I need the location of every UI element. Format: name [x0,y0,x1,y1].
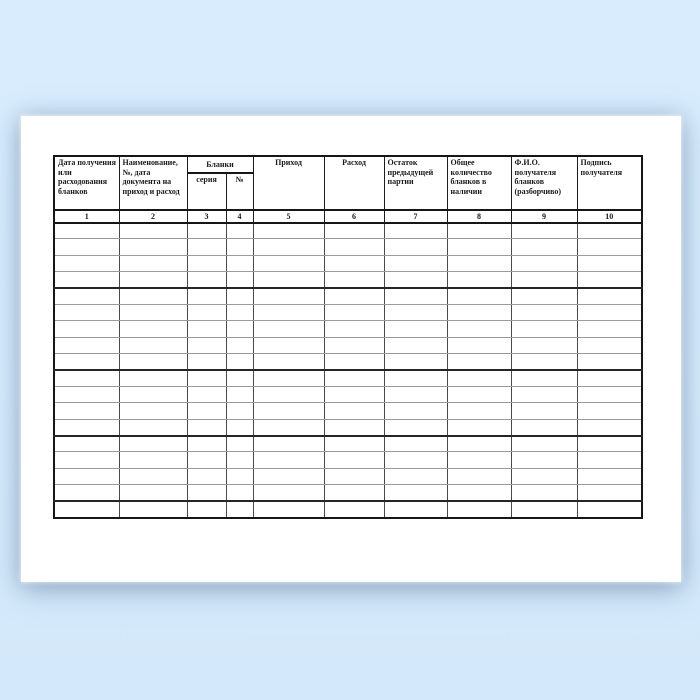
empty-cell [226,321,253,337]
empty-cell [253,485,324,501]
empty-cell [187,501,226,517]
empty-cell [447,501,511,517]
empty-cell [511,468,577,484]
empty-cell [324,321,384,337]
empty-cell [577,223,642,239]
empty-cell [511,304,577,320]
empty-cell [253,337,324,353]
empty-cell [577,255,642,271]
empty-cell [384,403,447,419]
empty-cell [447,370,511,386]
empty-cell [253,239,324,255]
empty-cell [119,386,187,402]
empty-cell [577,304,642,320]
empty-cell [511,370,577,386]
empty-row [54,501,642,517]
empty-row [54,272,642,288]
column-number: 4 [226,210,253,223]
empty-cell [187,288,226,304]
column-number: 3 [187,210,226,223]
header-document: Наименование, №, дата документа на приход и расход [119,156,187,210]
empty-cell [226,468,253,484]
empty-row [54,386,642,402]
empty-cell [187,386,226,402]
empty-cell [511,321,577,337]
empty-cell [384,485,447,501]
column-number: 7 [384,210,447,223]
empty-cell [384,419,447,435]
empty-cell [447,255,511,271]
empty-cell [253,288,324,304]
header-previous-balance: Остаток предыдущей партии [384,156,447,210]
empty-cell [187,337,226,353]
empty-cell [447,452,511,468]
empty-cell [119,304,187,320]
empty-cell [253,304,324,320]
header-row-main [54,156,642,173]
empty-cell [119,354,187,370]
empty-cell [54,436,119,452]
empty-cell [253,452,324,468]
empty-cell [119,468,187,484]
empty-cell [119,223,187,239]
empty-cell [54,255,119,271]
column-number: 9 [511,210,577,223]
empty-cell [384,354,447,370]
empty-cell [577,288,642,304]
empty-cell [54,468,119,484]
empty-row [54,354,642,370]
empty-cell [187,419,226,435]
empty-cell [253,501,324,517]
empty-cell [253,255,324,271]
empty-cell [253,468,324,484]
empty-cell [324,370,384,386]
column-number-row [54,210,642,223]
empty-cell [119,419,187,435]
empty-cell [253,386,324,402]
empty-cell [324,436,384,452]
empty-cell [384,468,447,484]
empty-cell [577,403,642,419]
empty-cell [384,337,447,353]
empty-cell [54,386,119,402]
empty-cell [447,468,511,484]
form-body [54,223,642,518]
empty-row [54,304,642,320]
header-expense: Расход [324,156,384,210]
empty-cell [511,501,577,517]
empty-cell [226,239,253,255]
empty-cell [226,272,253,288]
empty-cell [187,272,226,288]
header-number: № [226,173,253,210]
empty-cell [119,288,187,304]
header-recipient-name: Ф.И.О. получателя бланков (разборчиво) [511,156,577,210]
empty-cell [511,386,577,402]
header-date: Дата получения или расходования бланков [54,156,119,210]
empty-cell [384,370,447,386]
column-number: 5 [253,210,324,223]
empty-cell [253,354,324,370]
empty-row [54,370,642,386]
empty-cell [577,272,642,288]
empty-cell [447,304,511,320]
empty-cell [119,403,187,419]
empty-cell [324,354,384,370]
empty-cell [384,255,447,271]
empty-cell [577,485,642,501]
empty-cell [384,288,447,304]
empty-cell [187,436,226,452]
empty-cell [226,403,253,419]
empty-cell [577,337,642,353]
empty-cell [54,321,119,337]
empty-cell [577,468,642,484]
empty-cell [447,337,511,353]
empty-cell [54,485,119,501]
empty-cell [54,501,119,517]
empty-cell [577,436,642,452]
empty-cell [324,419,384,435]
empty-cell [253,403,324,419]
empty-row [54,436,642,452]
empty-cell [384,501,447,517]
empty-cell [324,304,384,320]
empty-cell [577,452,642,468]
empty-cell [447,223,511,239]
empty-row [54,255,642,271]
empty-row [54,321,642,337]
empty-cell [324,223,384,239]
empty-cell [54,370,119,386]
empty-cell [384,436,447,452]
empty-cell [447,386,511,402]
empty-cell [384,272,447,288]
empty-cell [447,288,511,304]
empty-cell [119,485,187,501]
empty-cell [384,223,447,239]
empty-cell [447,272,511,288]
empty-row [54,403,642,419]
empty-cell [187,321,226,337]
empty-cell [119,239,187,255]
empty-cell [447,436,511,452]
empty-cell [187,304,226,320]
empty-cell [384,304,447,320]
empty-cell [324,452,384,468]
empty-cell [384,321,447,337]
empty-cell [324,337,384,353]
empty-cell [324,239,384,255]
empty-cell [577,239,642,255]
header-blanks-group: Бланки [187,156,253,173]
empty-cell [226,501,253,517]
empty-cell [511,452,577,468]
empty-cell [226,386,253,402]
empty-cell [187,452,226,468]
empty-cell [511,419,577,435]
empty-cell [187,468,226,484]
header-total-available: Общее количество бланков в наличии [447,156,511,210]
empty-cell [324,272,384,288]
empty-cell [119,370,187,386]
empty-cell [54,354,119,370]
empty-cell [253,370,324,386]
empty-row [54,288,642,304]
empty-cell [253,272,324,288]
empty-cell [187,485,226,501]
empty-cell [511,485,577,501]
empty-cell [447,354,511,370]
empty-cell [226,485,253,501]
empty-cell [511,403,577,419]
empty-cell [447,239,511,255]
empty-cell [54,223,119,239]
empty-cell [54,304,119,320]
header-recipient-signature: Подпись получателя [577,156,642,210]
empty-cell [324,501,384,517]
empty-cell [447,321,511,337]
empty-row [54,337,642,353]
empty-cell [54,419,119,435]
empty-cell [324,403,384,419]
empty-cell [187,255,226,271]
empty-row [54,452,642,468]
empty-cell [253,321,324,337]
empty-cell [577,370,642,386]
empty-cell [226,419,253,435]
empty-cell [511,354,577,370]
empty-cell [511,337,577,353]
empty-cell [384,239,447,255]
column-number: 6 [324,210,384,223]
empty-cell [226,337,253,353]
empty-cell [226,223,253,239]
empty-cell [577,321,642,337]
empty-cell [226,370,253,386]
empty-cell [324,485,384,501]
empty-cell [119,272,187,288]
empty-cell [324,255,384,271]
empty-cell [187,370,226,386]
empty-cell [226,255,253,271]
paper-sheet [21,116,681,582]
empty-cell [511,223,577,239]
empty-cell [226,436,253,452]
empty-cell [119,321,187,337]
empty-cell [324,468,384,484]
column-number: 2 [119,210,187,223]
empty-cell [187,403,226,419]
empty-cell [384,386,447,402]
empty-cell [511,255,577,271]
column-number: 10 [577,210,642,223]
empty-cell [253,419,324,435]
empty-cell [119,501,187,517]
empty-cell [54,272,119,288]
empty-cell [324,386,384,402]
header-income: Приход [253,156,324,210]
empty-cell [187,239,226,255]
empty-cell [511,436,577,452]
empty-cell [226,304,253,320]
empty-cell [119,337,187,353]
empty-cell [511,272,577,288]
empty-cell [187,223,226,239]
empty-cell [119,436,187,452]
empty-row [54,419,642,435]
blank-ledger-table [53,155,643,519]
empty-cell [447,403,511,419]
empty-cell [577,386,642,402]
empty-cell [511,288,577,304]
empty-cell [324,288,384,304]
empty-cell [226,354,253,370]
empty-cell [226,288,253,304]
empty-row [54,239,642,255]
empty-cell [577,501,642,517]
empty-row [54,468,642,484]
empty-cell [253,436,324,452]
empty-cell [226,452,253,468]
empty-row [54,223,642,239]
empty-cell [54,403,119,419]
empty-cell [577,419,642,435]
empty-cell [253,223,324,239]
empty-cell [54,337,119,353]
empty-cell [447,485,511,501]
empty-cell [119,452,187,468]
empty-cell [187,354,226,370]
column-number: 8 [447,210,511,223]
empty-cell [54,452,119,468]
empty-cell [511,239,577,255]
column-number: 1 [54,210,119,223]
header-series: серия [187,173,226,210]
empty-cell [119,255,187,271]
empty-cell [54,239,119,255]
empty-cell [447,419,511,435]
empty-cell [577,354,642,370]
empty-cell [54,288,119,304]
empty-cell [384,452,447,468]
empty-row [54,485,642,501]
